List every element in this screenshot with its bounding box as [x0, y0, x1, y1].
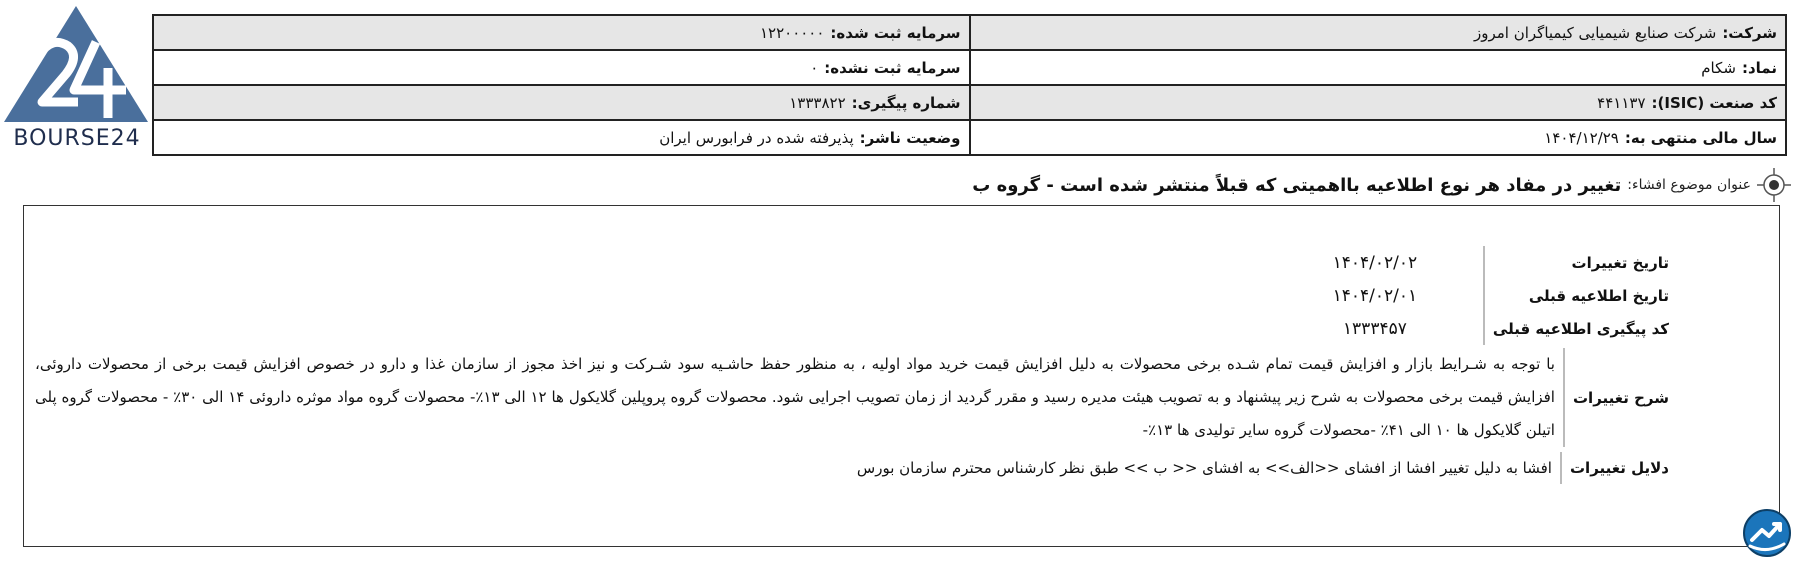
isic-code-cell [970, 85, 1787, 120]
info-value: پذیرفته شده در فرابورس ایران [659, 128, 854, 147]
description-text: با توجه به شـرایط بازار و افزایش قیمت تمام شـده برخی محصولات به دلیل افزایش قیمت خرید مواد اولیه ، به منظور حفظ حاشـیه سود شـرکت و نیز اخذ مجوز از سازمان غذا و دارو در خصوص افزایش قیمت برخی از محصولات داروئی، افزایش قیمت برخی محصولات به شرح زیر پیشنهاد و به تصویب هیئت مدیره رسید و مقرر گردید از زمان تصویب اجرایی شود. محصولات گروه پروپلین گلایکول ها ۱۲ الی ۱۳٪- محصولات گروه مواد موثره داروئی ۱۴ الی ۳۰٪ - محصولات گروه پلی اتیلن گلایکول ها ۱۰ الی ۴۱٪ -محصولات گروه سایر تولیدی ها ۱۳٪- [35, 355, 1555, 439]
bourse24-logo-icon [0, 2, 152, 126]
logo-wordmark: BOURSE24 [13, 126, 141, 151]
bourse24-logo [0, 2, 152, 150]
chart-trend-badge-icon[interactable] [1742, 508, 1792, 558]
change-reasons [849, 452, 1677, 484]
publisher-status-cell [153, 120, 970, 155]
info-value: شکام [1701, 58, 1736, 77]
description-row [27, 348, 1677, 447]
info-row [153, 120, 1786, 155]
detail-value: ۱۴۰۴/۰۲/۰۲ [1332, 252, 1418, 273]
info-row [153, 50, 1786, 85]
change-details-table [1267, 246, 1677, 345]
reasons-row [849, 452, 1677, 484]
reasons-text: افشا به دلیل تغییر افشا از افشای <<الف>> به افشای << ب >> طبق نظر کارشناس محترم سازمان بورس [856, 459, 1552, 477]
detail-row [1267, 279, 1677, 312]
info-value: شرکت صنایع شیمیایی کیمیاگران امروز [1473, 23, 1717, 42]
info-label: کد صنعت (ISIC): [1651, 93, 1777, 112]
company-info-table [152, 14, 1787, 156]
change-description [27, 348, 1677, 447]
info-value: ۱۳۳۳۸۲۲ [789, 93, 846, 112]
info-value: ۴۴۱۱۳۷ [1597, 93, 1646, 112]
detail-row [1267, 246, 1677, 279]
detail-value: ۱۳۳۳۴۵۷ [1342, 318, 1407, 339]
detail-label: کد پیگیری اطلاعیه قبلی [1484, 312, 1677, 345]
detail-row [1267, 312, 1677, 345]
info-label: شماره پیگیری: [851, 93, 961, 112]
company-name-cell [970, 15, 1787, 50]
info-value: ۰ [810, 58, 819, 77]
info-value: ۱۲۲۰۰۰۰۰ [759, 23, 825, 42]
info-label: نماد: [1741, 58, 1777, 77]
fiscal-year-cell [970, 120, 1787, 155]
detail-label: تاریخ اطلاعیه قبلی [1484, 279, 1677, 312]
info-label: وضعیت ناشر: [859, 128, 961, 147]
info-label: سرمایه ثبت شده: [830, 23, 961, 42]
info-row [153, 15, 1786, 50]
description-label: شرح تغییرات [1564, 348, 1677, 447]
info-row [153, 85, 1786, 120]
info-label: شرکت: [1722, 23, 1777, 42]
subject-label: عنوان موضوع افشاء: [1627, 177, 1751, 193]
info-label: سال مالی منتهی به: [1624, 128, 1777, 147]
target-bullet-icon [1757, 168, 1791, 202]
subject-title: تغییر در مفاد هر نوع اطلاعیه بااهمیتی که قبلاً منتشر شده است - گروه ب [972, 174, 1622, 196]
info-value: ۱۴۰۴/۱۲/۲۹ [1544, 128, 1619, 147]
info-label: سرمایه ثبت نشده: [824, 58, 961, 77]
detail-label: تاریخ تغییرات [1484, 246, 1677, 279]
tracking-number-cell [153, 85, 970, 120]
disclosure-subject [591, 168, 1791, 202]
unregistered-capital-cell [153, 50, 970, 85]
registered-capital-cell [153, 15, 970, 50]
reasons-label: دلایل تغییرات [1561, 452, 1677, 484]
symbol-cell [970, 50, 1787, 85]
detail-value: ۱۴۰۴/۰۲/۰۱ [1332, 285, 1418, 306]
